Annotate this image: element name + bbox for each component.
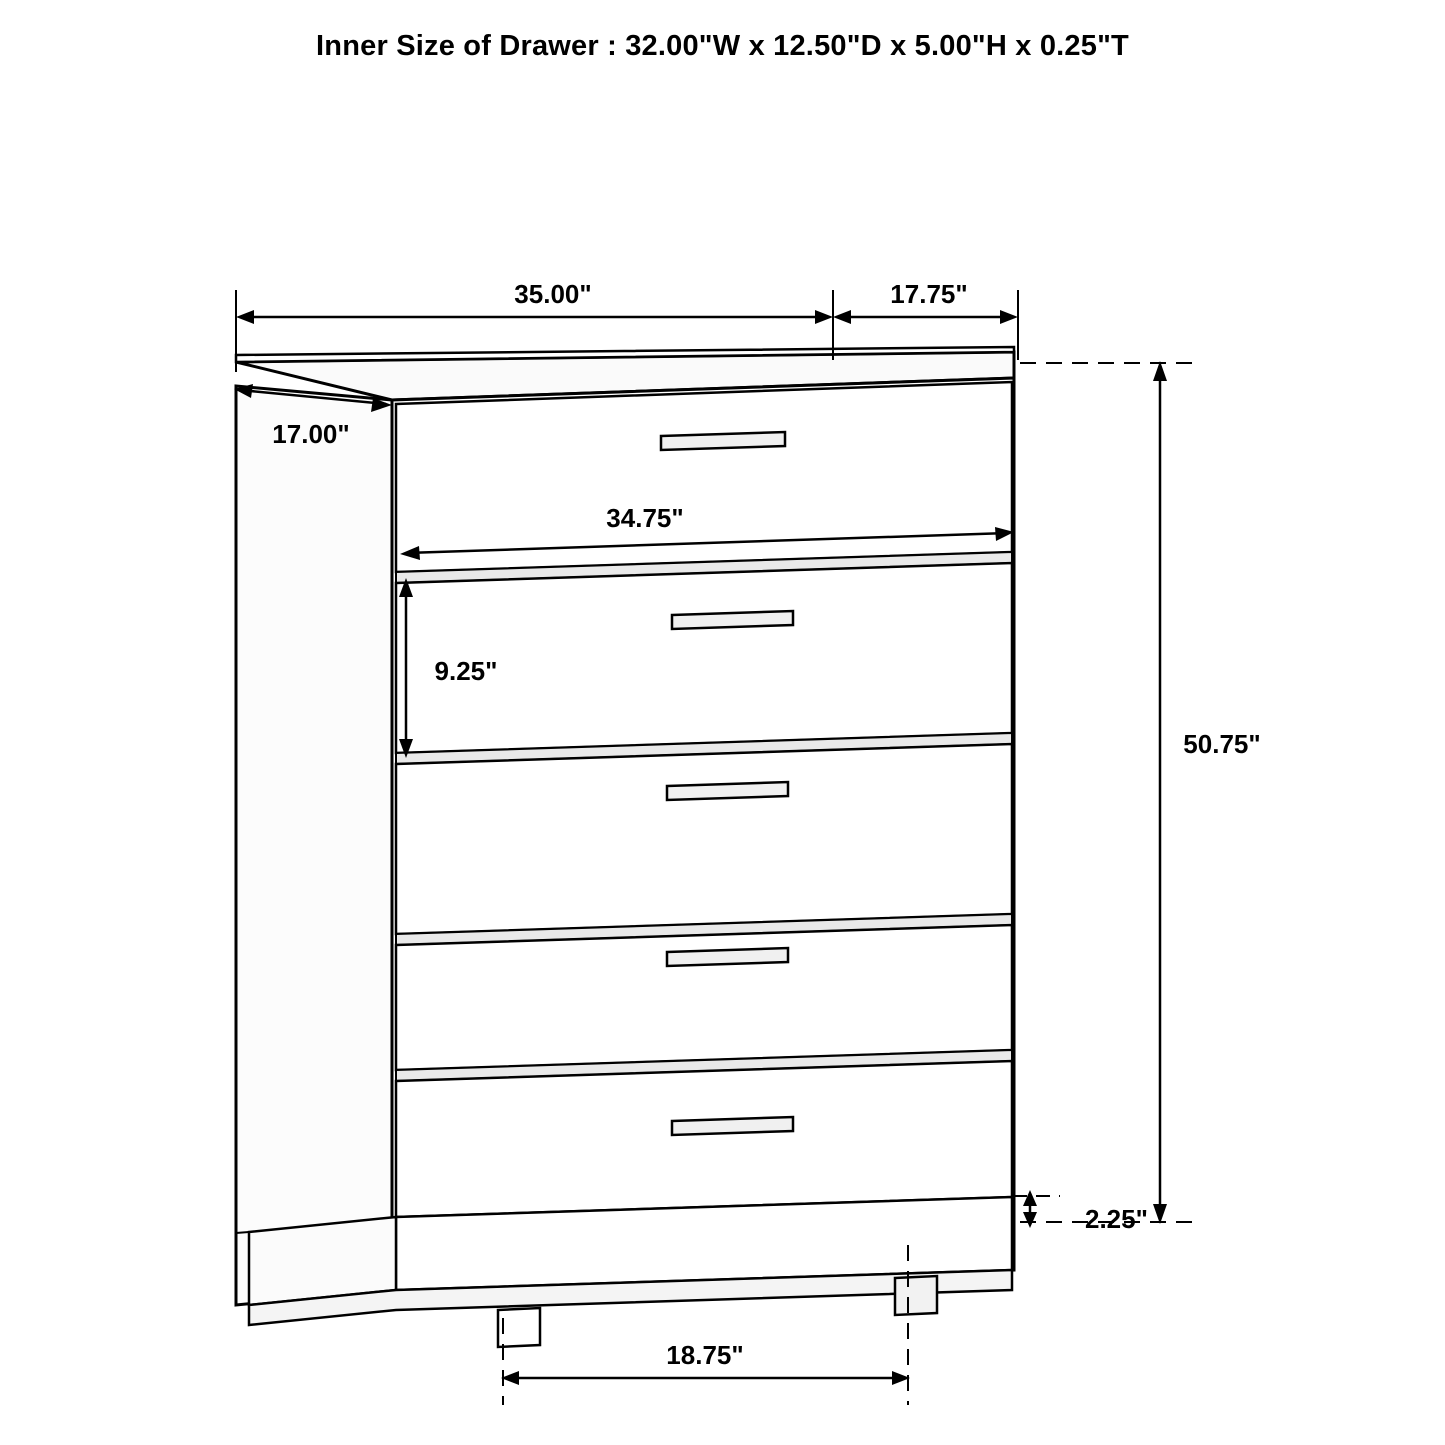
arrow-225-bottom	[1023, 1212, 1037, 1228]
chest-body	[236, 347, 1014, 1347]
drawer-handle-5	[672, 1117, 793, 1135]
dim-label-1700: 17.00"	[272, 419, 350, 449]
dim-label-1875: 18.75"	[666, 1340, 744, 1370]
arrow-35-right	[815, 310, 833, 324]
dim-label-1775: 17.75"	[890, 279, 968, 309]
drawer-front-3	[396, 744, 1012, 934]
page-title: Inner Size of Drawer : 32.00"W x 12.50"D x 5.00"H x 0.25"T	[316, 30, 1129, 62]
dim-label-925: 9.25"	[434, 656, 498, 686]
dim-label-3475: 34.75"	[606, 503, 684, 533]
drawer-handle-1	[661, 432, 785, 450]
drawer-handle-4	[667, 948, 788, 966]
drawer-handle-2	[672, 611, 793, 629]
case-left-side-panel	[236, 386, 392, 1305]
base-top-reveal-line	[236, 1232, 249, 1233]
foot-left	[498, 1308, 540, 1347]
drawer-front-4	[396, 925, 1012, 1070]
arrow-225-top	[1023, 1190, 1037, 1206]
arrow-1775-left	[833, 310, 851, 324]
drawer-front-5	[396, 1061, 1012, 1217]
foot-right	[895, 1276, 937, 1315]
drawer-handle-3	[667, 782, 788, 800]
dim-label-5075: 50.75"	[1183, 729, 1261, 759]
arrow-1775-right	[1000, 310, 1018, 324]
dim-label-35: 35.00"	[514, 279, 592, 309]
arrow-35-left	[236, 310, 254, 324]
dim-label-225: 2.25"	[1085, 1204, 1148, 1234]
